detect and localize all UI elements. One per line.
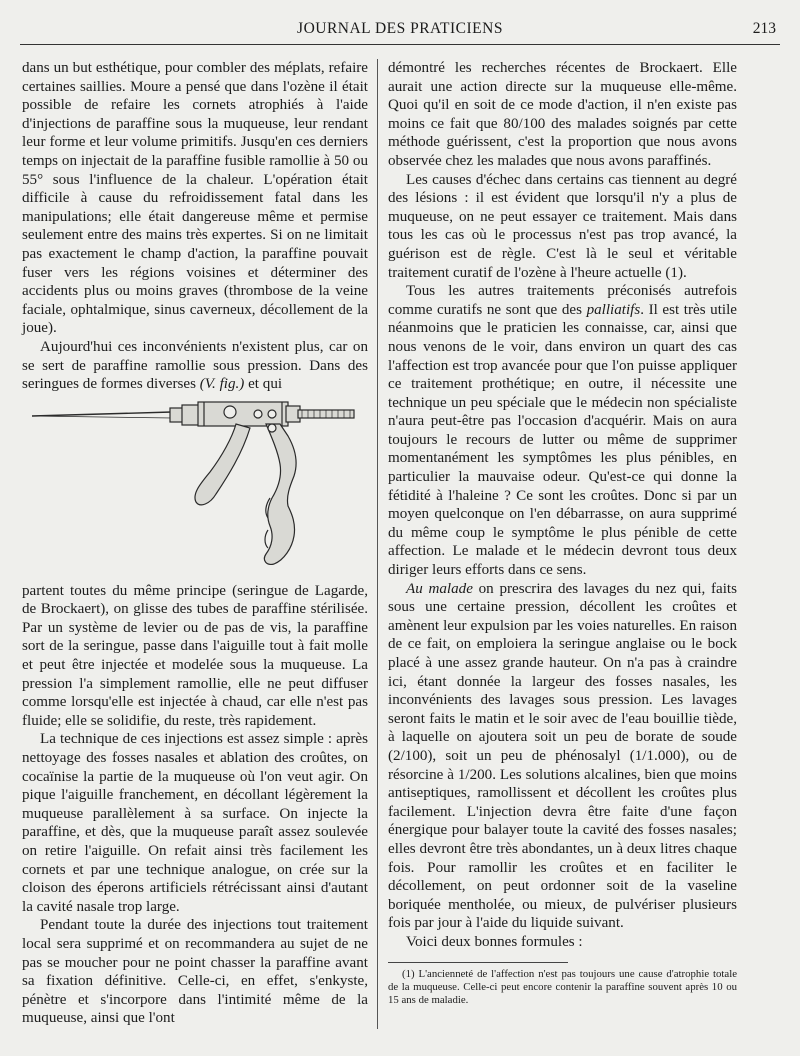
text-run: . Il est très utile néanmoins que le praticien les connaisse, car, ainsi que nous venons de le voir, dans environ un quart des cas l'affection est trop avancée pour que l'on puisse appliquer ce traitement prothétique; en outre, il nécessite une technique un peu spéciale que le médecin non spécialiste n'aura peut-être pas l'occasion d'acquérir. Mais on aura toujours le recours de lutter ou même de supprimer momentanément les symptômes les plus pénibles, en particulier la mauvaise odeur. Qu'est-ce qui donne la fétidité à l'haleine ? Ce sont les croûtes. Donc si par un moyen quelconque on l'en débarrasse, on aura supprimé du même coup le symptôme le plus pénible de cette affection. Le malade et le médecin devront tous deux diriger leurs efforts dans ce sens. [388,301,737,579]
header-rule [20,44,780,45]
text-run: Aujourd'hui ces inconvénients n'existent plus, car on se sert de paraffine ramollie sous pression. Dans des seringues de formes diverses [22,338,368,393]
text-run: on prescrira des lavages du nez qui, faits sous une certaine pression, décollent les croûtes et amènent leur expulsion par les voies naturelles. En raison de ce fait, on emploiera la seringue anglaise ou le bock placé à une assez grande hauteur. On n'a pas à craindre ici, étant donnée la largeur des fosses nasales, les inconvénients des lavages sous pression. Les lavages seront faits le matin et le soir avec de l'eau bouillie tiède, à laquelle on ajoutera soit un peu de borate de soude (2/100), soit un peu de phénosalyl (1/1.000), ou de résorcine à 1/200. Les solutions alcalines, bien que moins antiseptiques, ramollissent et décollent les croûtes plus facilement. L'injection devra être faite d'une façon énergique pour balayer toute la cavité des fosses nasales; elles devront être très abondantes, un à deux litres chaque fois. Pour ramollir les croûtes et en faciliter le décollement, on peut ordonner soit de la vaseline boriquée mentholée, ou mieux, de pulvériser plusieurs fois par jour à l'aide du liquide suivant. [388,580,737,932]
emphasis: palliatifs [586,301,641,318]
left-column [22,59,368,1028]
paragraph [388,282,737,580]
footnote [388,968,737,1008]
text-run: Tous les autres traitements préconisés autrefois comme curatifs ne sont que des [388,283,737,318]
paragraph: Pendant toute la durée des injections tout traitement local sera supprimé et on recommandera au sujet de ne pas se moucher pour ne point chasser la paraffine avant sa fixation définitive. Celle-ci, en effet, s'enkyste, pénètre et s'incorpore dans l'intimité même de la muqueuse, ainsi que l'ont [22,917,368,1027]
paragraph: démontré les recherches récentes de Brockaert. Elle aurait une action directe sur la muqueuse elle-même. Quoi qu'il en soit de ce mode d'action, il n'en existe pas moins ce fait que 80/100 des malades soignés par cette méthode guérissent, c'est la proportion que nous avons observée chez les malades que nous avons paraffinés. [388,60,737,169]
right-column [388,59,737,1007]
paragraph: Voici deux bonnes formules : [406,933,583,950]
emphasis: Au malade [406,580,473,597]
page-number: 213 [752,20,776,37]
paragraph: dans un but esthétique, pour combler des méplats, refaire certaines saillies. Moure a pensé que dans l'ozène il était possible de refaire les cornets atrophiés à l'aide d'injections de paraffine sous la muqueuse, leur rendant leur forme et leur volume primitifs. Jusqu'en ces derniers temps on injectait de la paraffine fusible ramollie à 50 ou 55° sous l'influence de la chaleur. L'opération était difficile à cause du refroidissement fatal dans les manipulations; elle était dangereuse même et permise seulement entre des mains très expertes. Si on ne limitait pas exactement le champ d'action, la paraffine pouvait fuser vers les régions voisines et déterminer des accidents plus ou moins graves (thrombose de la veine faciale, ophtalmique, sinus caverneux, décollement de la joue). [22,60,368,337]
text-run: et qui [248,376,283,393]
paragraph [388,580,737,933]
journal-title: JOURNAL DES PRATICIENS [297,20,503,37]
paragraph: La technique de ces injections est assez simple : après nettoyage des fosses nasales et ablation des croûtes, on cocaïnise la partie de la muqueuse où l'on veut agir. On pique l'aiguille franchement, en décollant légèrement la muqueuse parallèlement à sa surface. On injecte la paraffine, et dès, que la muqueuse paraît assez soulevée on retire l'aiguille. On refait ainsi très facilement les cornets et par une technique analogue, on crée sur la cloison des éperons artificiels rétrécissant ainsi d'autant la cavité nasale trop large. [22,731,368,915]
page-header [20,18,780,44]
footnote-text: (1) L'ancienneté de l'affection n'est pas toujours une cause d'atrophie totale de la muqueuse. Celle-ci peut encore contenir la paraffine souvent après 10 ou 15 ans de maladie. [388,967,737,1006]
paragraph: Les causes d'échec dans certains cas tiennent au degré des lésions : il est évident que lorsqu'il n'y a plus de muqueuse, on ne peut essayer ce traitement. Mais dans tous les cas où le processus n'est pas trop avancé, la guérison est de règle. C'est là le seul et véritable traitement curatif de l'ozène à l'heure actuelle (1). [388,171,737,281]
paraffin-syringe-illustration [22,398,368,576]
figure-reference: (V. fig.) [199,376,245,393]
column-divider [377,59,378,1029]
syringe-figure [22,398,368,576]
footnote-rule [388,962,568,963]
paragraph [22,338,368,394]
paragraph: partent toutes du même principe (seringue de Lagarde, de Brockaert), on glisse des tubes de paraffine stérilisée. Par un système de levier ou de pas de vis, la paraffine sort de la seringue, passe dans l'aiguille tout à fait molle et peut être injectée et modelée sous la muqueuse. La pression l'a simplement ramollie, elle ne peut diffuser comme lorsqu'elle est injectée à chaud, car elle n'est pas fluide; elle se solidifie, du reste, très rapidement. [22,582,368,729]
